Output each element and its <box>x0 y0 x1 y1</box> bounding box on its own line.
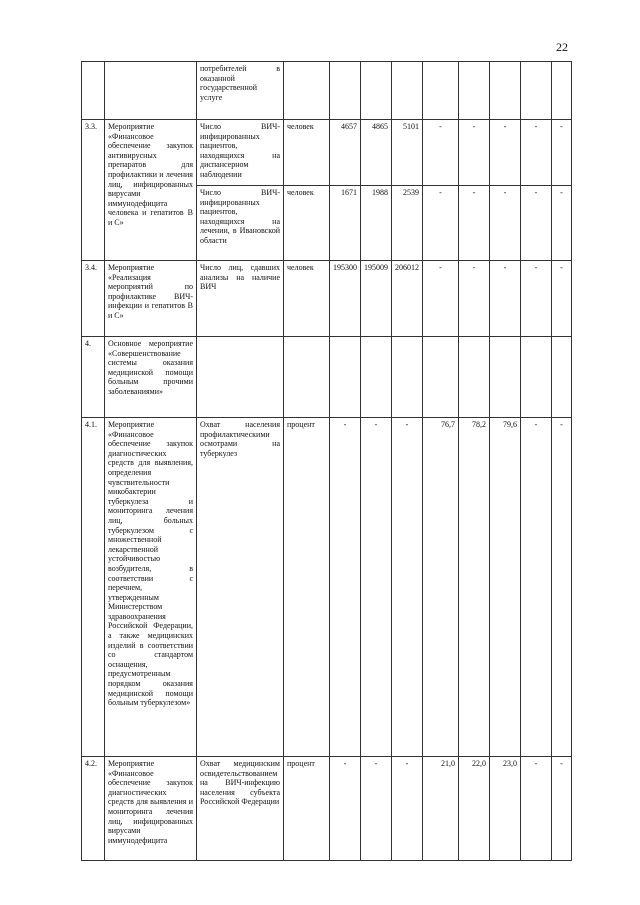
value-cell: 195009 <box>361 261 392 337</box>
row-number: 4.2. <box>82 757 105 861</box>
value-cell: - <box>552 757 572 861</box>
table-row <box>82 62 572 120</box>
page-number: 22 <box>556 40 568 54</box>
row-number: 4.1. <box>82 418 105 757</box>
value-cell: - <box>552 120 572 186</box>
value-cell: - <box>392 757 423 861</box>
value-cell <box>361 337 392 418</box>
value-cell: 195300 <box>330 261 361 337</box>
value-cell: - <box>490 186 521 261</box>
value-cell: 4865 <box>361 120 392 186</box>
value-cell <box>459 62 490 120</box>
unit-cell: процент <box>284 757 330 861</box>
indicator-name: Число ВИЧ-инфицированных пациентов, находящихся на диспансерном наблюдении <box>197 120 284 186</box>
value-cell: 5101 <box>392 120 423 186</box>
value-cell <box>361 62 392 120</box>
value-cell: - <box>521 418 552 757</box>
value-cell: 76,7 <box>423 418 459 757</box>
unit-cell: человек <box>284 186 330 261</box>
value-cell <box>392 62 423 120</box>
unit-cell: процент <box>284 418 330 757</box>
value-cell: - <box>490 261 521 337</box>
value-cell <box>392 337 423 418</box>
value-cell: - <box>459 186 490 261</box>
value-cell: - <box>521 757 552 861</box>
value-cell: - <box>552 418 572 757</box>
table-row <box>82 757 572 861</box>
value-cell: - <box>423 186 459 261</box>
indicator-name: Число лиц, сдавших анализы на наличие ВИЧ <box>197 261 284 337</box>
value-cell: 206012 <box>392 261 423 337</box>
indicator-name: Охват населения профилактическими осмотрами на туберкулез <box>197 418 284 757</box>
value-cell: - <box>521 120 552 186</box>
event-name: Мероприятие «Финансовое обеспечение закупок диагностических средств для выявления и мониторинга лечения лиц, инфицированных вирусами иммунодефицита <box>105 757 197 861</box>
value-cell: 1988 <box>361 186 392 261</box>
value-cell: - <box>423 261 459 337</box>
table-row <box>82 337 572 418</box>
value-cell: - <box>459 261 490 337</box>
unit-cell <box>284 337 330 418</box>
value-cell: - <box>459 120 490 186</box>
value-cell: 78,2 <box>459 418 490 757</box>
event-name: Мероприятие «Финансовое обеспечение закупок диагностических средств для выявления, определения чувствительности микобактерии туберкулеза и мониторинга лечения лиц, больных туберкулезом с множественной лекарственной устойчивостью возбудителя, в соответствии с перечнем, утвержденным Министерством здравоохранения Российской Федерации, а также медицинских изделий в соответствии со стандартом оснащения, предусмотренным порядком оказания медицинской помощи больным туберкулезом» <box>105 418 197 757</box>
value-cell <box>490 62 521 120</box>
value-cell: - <box>521 261 552 337</box>
table-row <box>82 120 572 186</box>
value-cell <box>521 62 552 120</box>
value-cell: - <box>552 261 572 337</box>
value-cell: - <box>423 120 459 186</box>
value-cell <box>552 337 572 418</box>
indicator-name: потребителей в оказанной государственной услуге <box>197 62 284 120</box>
value-cell <box>423 337 459 418</box>
value-cell: - <box>361 418 392 757</box>
table-row <box>82 418 572 757</box>
value-cell <box>330 337 361 418</box>
row-number: 3.3. <box>82 120 105 261</box>
value-cell: - <box>521 186 552 261</box>
row-number <box>82 62 105 120</box>
event-name: Мероприятие «Реализация мероприятий по профилактике ВИЧ-инфекции и гепатитов В и С» <box>105 261 197 337</box>
value-cell: - <box>392 418 423 757</box>
value-cell <box>330 62 361 120</box>
unit-cell: человек <box>284 261 330 337</box>
indicator-name <box>197 337 284 418</box>
value-cell: 21,0 <box>423 757 459 861</box>
indicator-name: Охват медицинским освидетельствованием на ВИЧ-инфекцию населения субъекта Российской Федерации <box>197 757 284 861</box>
row-number: 3.4. <box>82 261 105 337</box>
value-cell: - <box>490 120 521 186</box>
value-cell: - <box>361 757 392 861</box>
value-cell: 79,6 <box>490 418 521 757</box>
value-cell: 22,0 <box>459 757 490 861</box>
table-row <box>82 261 572 337</box>
value-cell <box>521 337 552 418</box>
value-cell <box>490 337 521 418</box>
value-cell: 2539 <box>392 186 423 261</box>
value-cell <box>423 62 459 120</box>
event-name: Основное мероприятие «Совершенствование системы оказания медицинской помощи больным прочими заболеваниями» <box>105 337 197 418</box>
value-cell: - <box>330 418 361 757</box>
value-cell: 23,0 <box>490 757 521 861</box>
event-name <box>105 62 197 120</box>
indicators-table <box>81 61 572 861</box>
value-cell: 1671 <box>330 186 361 261</box>
value-cell: 4657 <box>330 120 361 186</box>
row-number: 4. <box>82 337 105 418</box>
value-cell: - <box>552 186 572 261</box>
unit-cell <box>284 62 330 120</box>
indicator-name: Число ВИЧ-инфицированных пациентов, находящихся на лечении, в Ивановской области <box>197 186 284 261</box>
event-name: Мероприятие «Финансовое обеспечение закупок антивирусных препаратов для профилактики и лечения лиц, инфицированных вирусами иммунодефицита человека и гепатитов В и С» <box>105 120 197 261</box>
value-cell <box>459 337 490 418</box>
unit-cell: человек <box>284 120 330 186</box>
value-cell: - <box>330 757 361 861</box>
value-cell <box>552 62 572 120</box>
